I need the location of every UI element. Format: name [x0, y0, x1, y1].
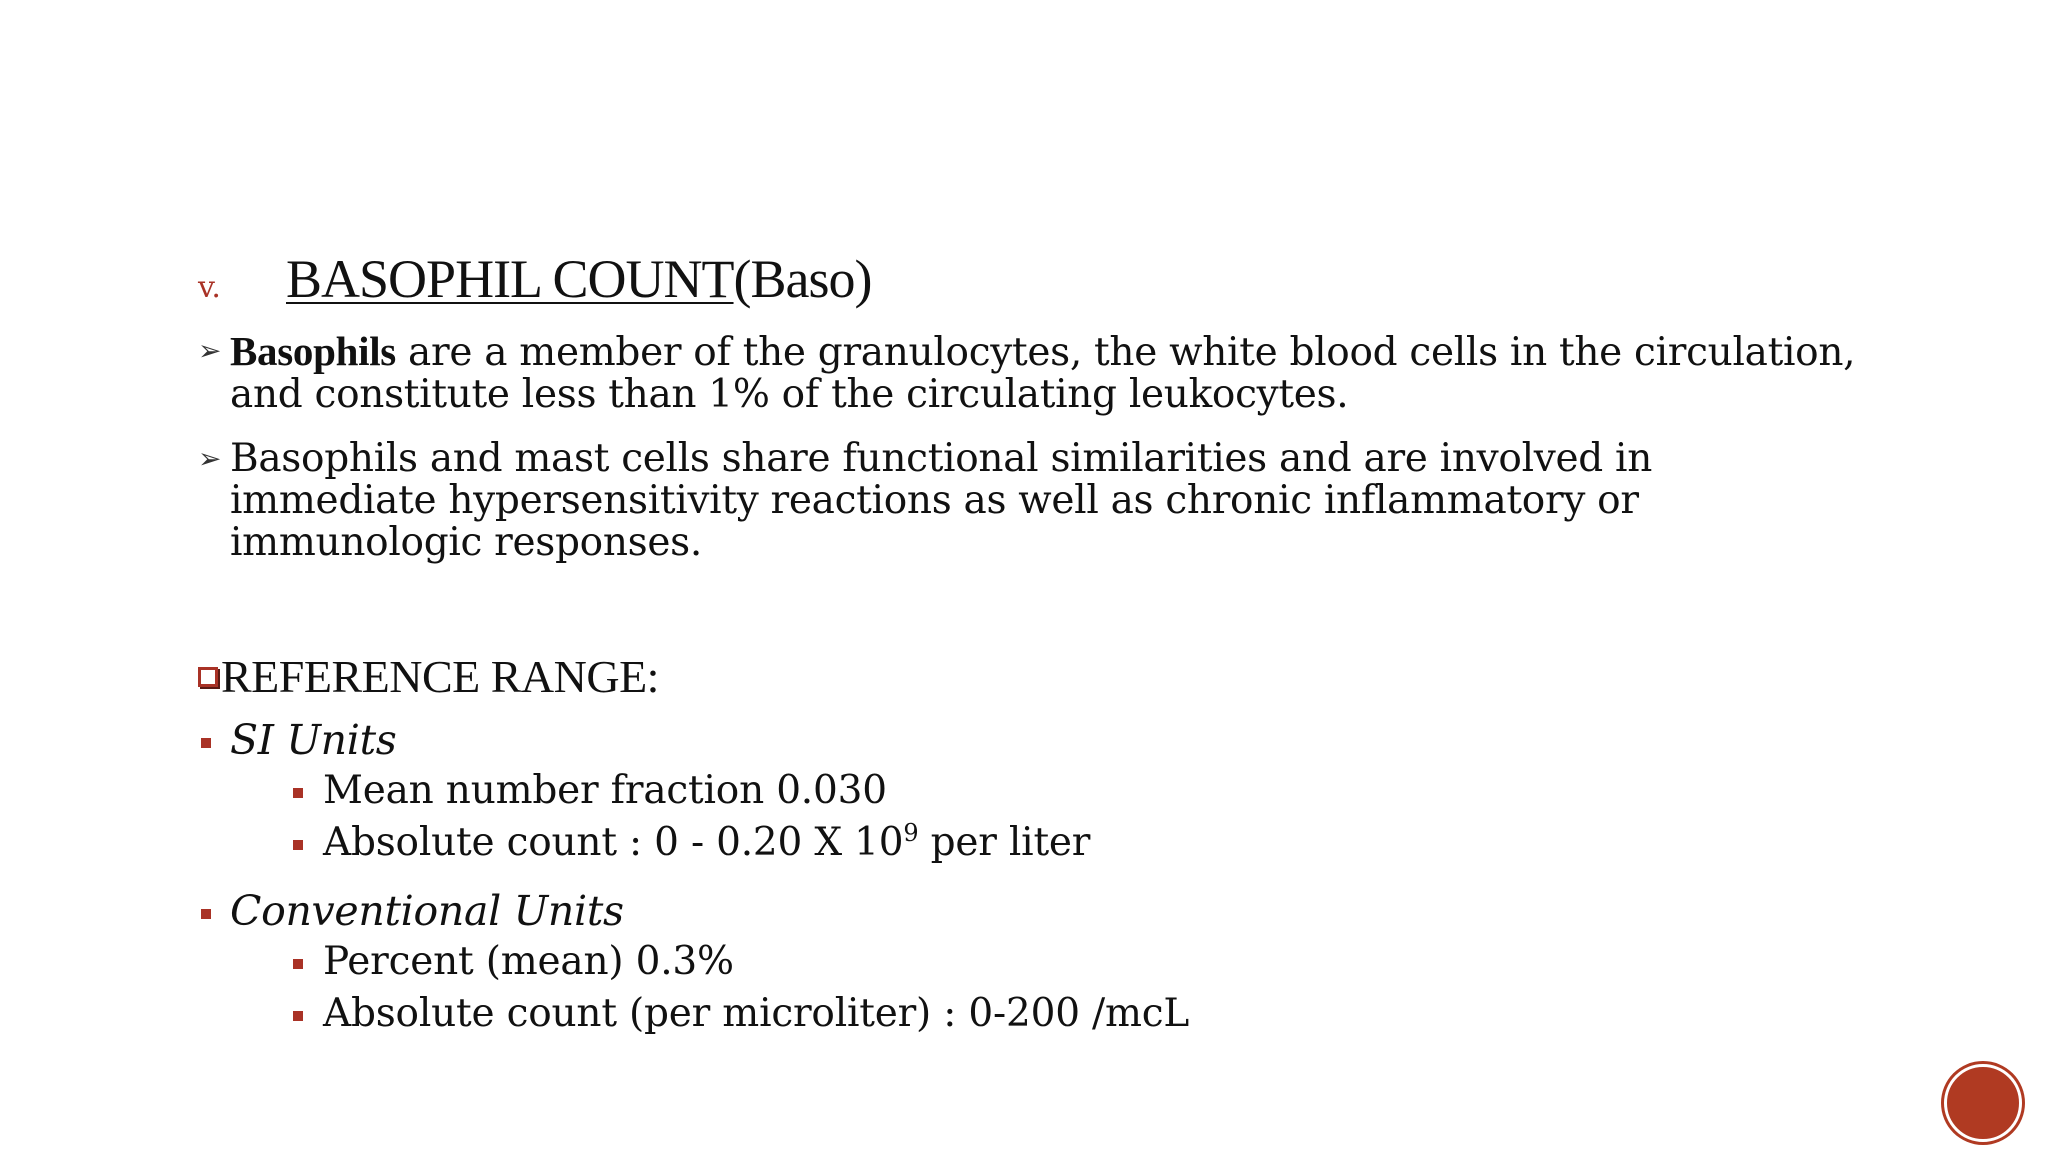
bullet-body: are a member of the granulocytes, the white blood cells in the circulation, and constitute less than 1% of the circulating leukocytes.	[230, 330, 1856, 417]
bullet-basophils-function	[198, 438, 1758, 564]
square-bullet-icon	[201, 738, 211, 748]
square-bullet-icon	[293, 788, 303, 798]
si-absolute-count-prefix: Absolute count : 0 - 0.20 X 10	[323, 820, 904, 865]
bullet-basophils-definition	[198, 330, 1918, 416]
slide-title: BASOPHIL COUNT	[286, 249, 734, 309]
bullet-text	[230, 330, 1918, 416]
slide-title-abbreviation: (Baso)	[733, 249, 872, 309]
square-bullet-icon	[293, 840, 303, 850]
si-absolute-count	[323, 820, 1090, 865]
conventional-units-label: Conventional Units	[230, 887, 624, 935]
square-bullet-icon	[293, 959, 303, 969]
square-bullet-icon	[293, 1011, 303, 1021]
si-absolute-count-exponent: 9	[903, 819, 919, 847]
arrowhead-icon: ➢	[198, 442, 222, 475]
slide-heading	[198, 248, 872, 310]
section-numeral: v.	[198, 270, 221, 305]
si-units-label: SI Units	[230, 716, 397, 764]
arrowhead-icon: ➢	[198, 334, 222, 367]
conventional-percent: Percent (mean) 0.3%	[323, 939, 734, 984]
bullet-text	[230, 438, 1758, 564]
si-mean-fraction: Mean number fraction 0.030	[323, 768, 887, 813]
bullet-body: Basophils and mast cells share functional similarities and are involved in immediate hypersensitivity reactions as well as chronic inflammatory or immunologic responses.	[230, 436, 1653, 565]
si-absolute-count-suffix: per liter	[918, 820, 1091, 865]
circle-badge-icon	[1944, 1064, 2022, 1142]
bullet-bold-lead: Basophils	[230, 328, 396, 374]
checkbox-icon	[198, 667, 218, 687]
reference-range-label: REFERENCE RANGE:	[221, 651, 659, 702]
square-bullet-icon	[201, 909, 211, 919]
reference-range-heading	[198, 650, 659, 703]
conventional-absolute-count: Absolute count (per microliter) : 0-200 /mcL	[323, 991, 1190, 1036]
